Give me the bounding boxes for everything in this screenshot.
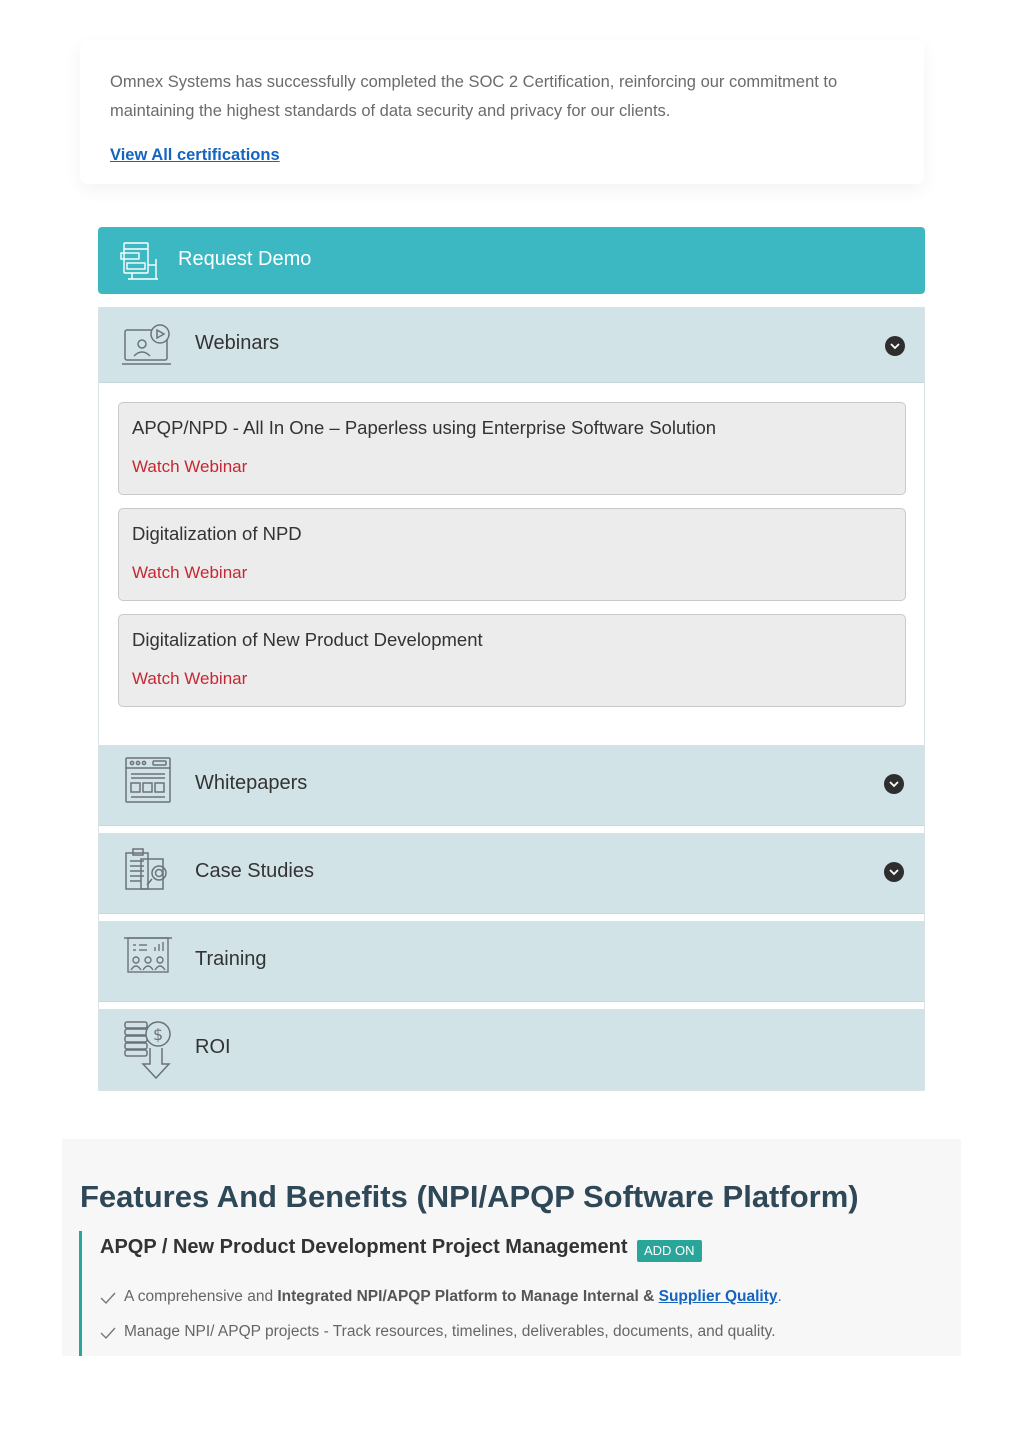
feature-item-prefix: A comprehensive and: [124, 1288, 278, 1305]
checkmark-icon: [100, 1291, 116, 1305]
accordion-title-roi: ROI: [195, 1036, 231, 1058]
accordion-title-training: Training: [195, 948, 267, 970]
webinar-laptop-icon: [121, 322, 175, 370]
features-accent-bar: [79, 1231, 82, 1356]
checkmark-icon: [100, 1326, 116, 1340]
whitepaper-window-icon: [121, 757, 175, 805]
supplier-quality-link[interactable]: Supplier Quality: [658, 1288, 778, 1305]
accordion-header-case-studies[interactable]: [99, 833, 924, 914]
chevron-down-icon[interactable]: [884, 862, 904, 882]
feature-item-text: Manage NPI/ APQP projects - Track resources, timelines, deliverables, documents, and quality.: [124, 1323, 776, 1340]
chevron-down-icon[interactable]: [884, 774, 904, 794]
certification-text: Omnex Systems has successfully completed the SOC 2 Certification, reinforcing our commitment to maintaining the highest standards of data security and privacy for our clients.: [110, 73, 838, 120]
demo-monitor-icon: [118, 239, 162, 283]
certification-card: [80, 40, 924, 184]
accordion-header-roi[interactable]: [99, 1009, 924, 1090]
webinar-card: [118, 614, 906, 707]
webinar-title: Digitalization of New Product Development: [132, 629, 483, 650]
case-study-document-icon: [121, 845, 175, 893]
resources-accordion: [98, 307, 925, 1091]
feature-item-text: [124, 1288, 782, 1306]
watch-webinar-link[interactable]: Watch Webinar: [132, 669, 248, 688]
features-section: [62, 1139, 961, 1356]
svg-text:$: $: [153, 1025, 164, 1044]
chevron-down-icon[interactable]: [885, 336, 905, 356]
request-demo-button[interactable]: [98, 227, 925, 294]
accordion-header-whitepapers[interactable]: [99, 745, 924, 826]
webinar-card: [118, 508, 906, 601]
add-on-badge: ADD ON: [637, 1240, 702, 1262]
feature-item-bold: Integrated NPI/APQP Platform to Manage Internal &: [277, 1288, 659, 1305]
training-board-icon: [121, 935, 175, 983]
webinar-title: APQP/NPD - All In One – Paperless using Enterprise Software Solution: [132, 417, 717, 438]
webinar-card: [118, 402, 906, 495]
accordion-header-training[interactable]: [99, 921, 924, 1002]
accordion-header-webinars[interactable]: [99, 308, 924, 383]
roi-dollar-icon: [121, 1018, 175, 1082]
accordion-title-whitepapers: Whitepapers: [195, 772, 308, 794]
features-subtitle: APQP / New Product Development Project Management: [100, 1236, 628, 1258]
accordion-title-case-studies: Case Studies: [195, 860, 314, 882]
accordion-title-webinars: Webinars: [195, 332, 280, 354]
watch-webinar-link[interactable]: Watch Webinar: [132, 563, 248, 582]
feature-item-suffix: .: [777, 1288, 782, 1305]
webinar-title: Digitalization of NPD: [132, 523, 302, 544]
view-all-certifications-link[interactable]: View All certifications: [110, 146, 280, 164]
watch-webinar-link[interactable]: Watch Webinar: [132, 457, 248, 476]
request-demo-label: Request Demo: [178, 248, 312, 270]
features-title: Features And Benefits (NPI/APQP Software Platform): [80, 1179, 859, 1214]
